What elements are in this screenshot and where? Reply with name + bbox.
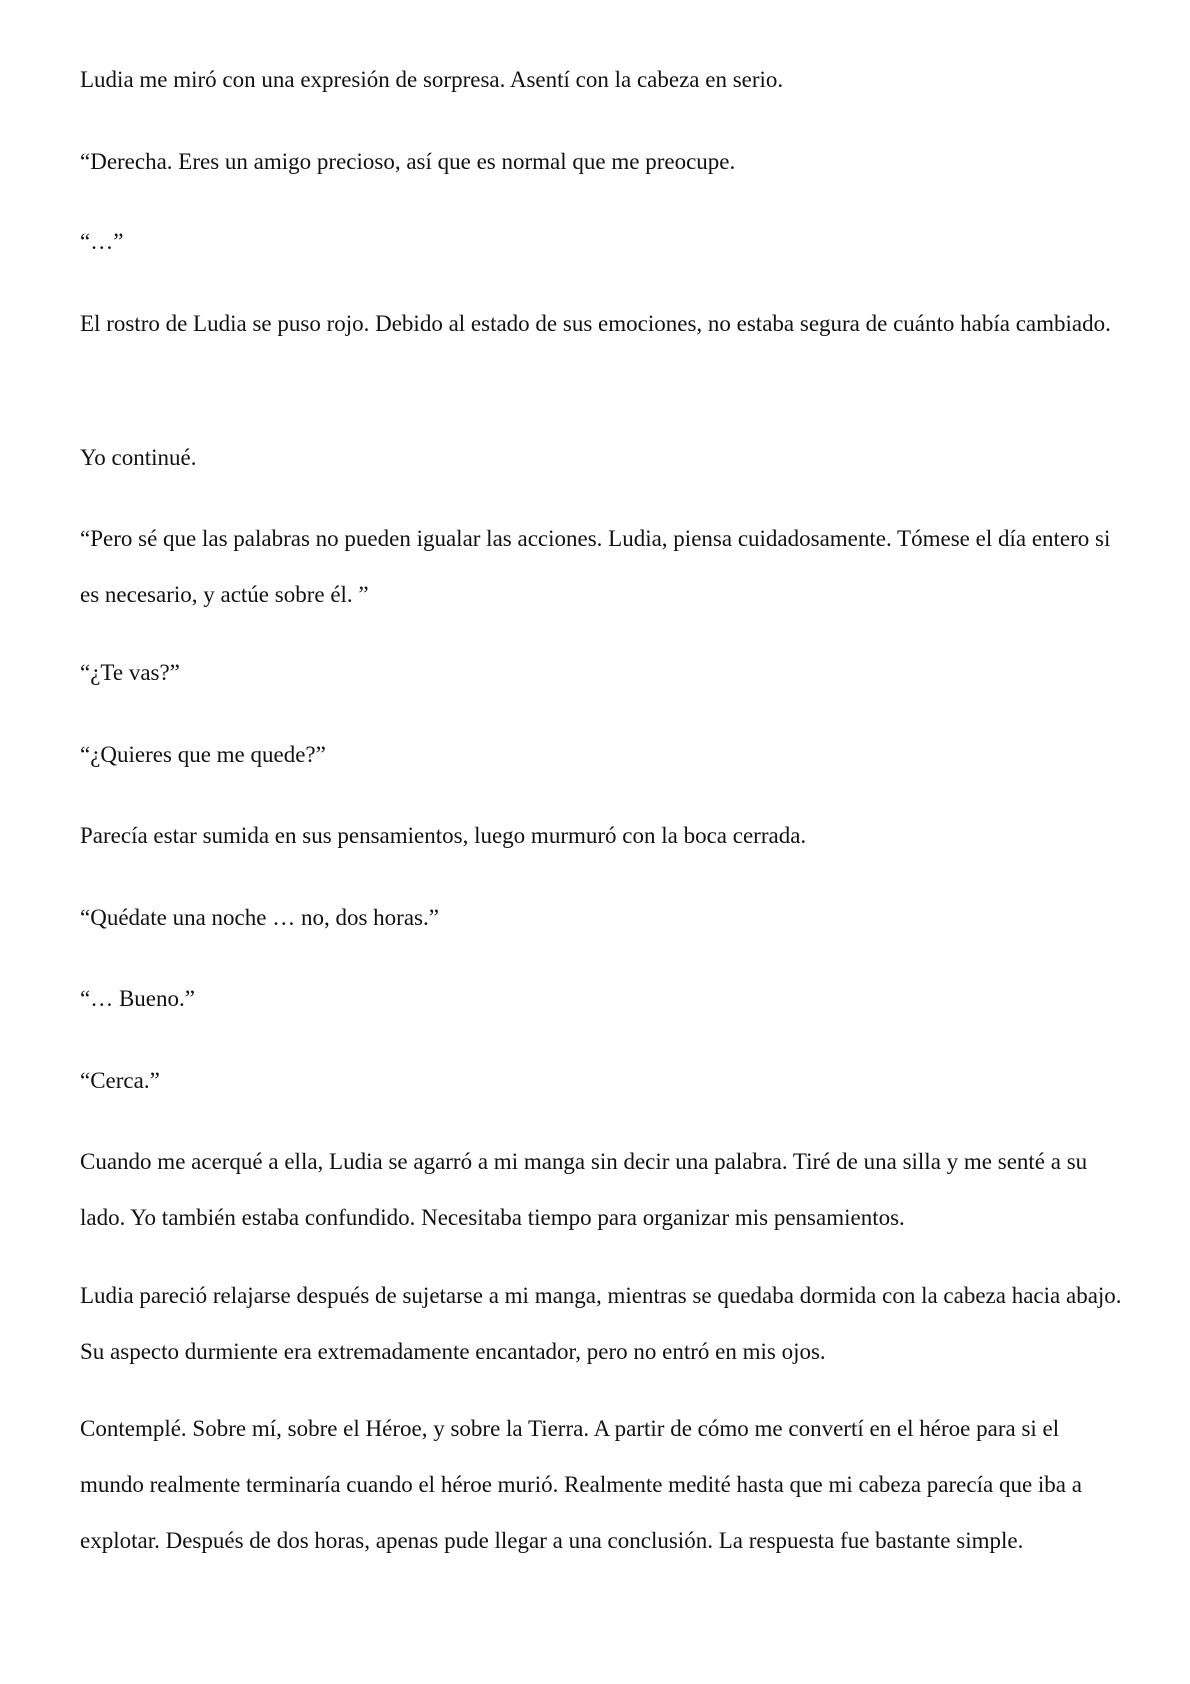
paragraph-15: Contemplé. Sobre mí, sobre el Héroe, y sobre la Tierra. A partir de cómo me convertí en el héroe para si el mundo realmente terminaría cuando el héroe murió. Realmente medité hasta que mi cabeza parecía que iba a explotar. Después de dos horas, apenas pude llegar a una conclusión. La respuesta fue bastante simple.: [80, 1416, 1082, 1553]
paragraph-9: Parecía estar sumida en sus pensamientos, luego murmuró con la boca cerrada.: [80, 823, 807, 848]
paragraph-13: Cuando me acerqué a ella, Ludia se agarró a mi manga sin decir una palabra. Tiré de una silla y me senté a su lado. Yo también estaba confundido. Necesitaba tiempo para organizar mis pensamientos.: [80, 1149, 1088, 1230]
paragraph-5: Yo continué.: [80, 445, 197, 470]
paragraph-3: “…”: [80, 229, 124, 254]
paragraph-8: “¿Quieres que me quede?”: [80, 742, 326, 767]
paragraph-14: Ludia pareció relajarse después de sujetarse a mi manga, mientras se quedaba dormida con la cabeza hacia abajo. Su aspecto durmiente era extremadamente encantador, pero no entró en mis ojos.: [80, 1283, 1122, 1364]
paragraph-1: Ludia me miró con una expresión de sorpresa. Asentí con la cabeza en serio.: [80, 67, 784, 92]
paragraph-7: “¿Te vas?”: [80, 660, 180, 685]
paragraph-10: “Quédate una noche … no, dos horas.”: [80, 905, 439, 930]
paragraph-2: “Derecha. Eres un amigo precioso, así que es normal que me preocupe.: [80, 149, 736, 174]
paragraph-4: El rostro de Ludia se puso rojo. Debido al estado de sus emociones, no estaba segura de cuánto había cambiado.: [80, 311, 1111, 336]
paragraph-12: “Cerca.”: [80, 1068, 160, 1093]
paragraph-6: “Pero sé que las palabras no pueden igualar las acciones. Ludia, piensa cuidadosamente. Tómese el día entero si es necesario, y actúe sobre él. ”: [80, 526, 1111, 607]
paragraph-11: “… Bueno.”: [80, 986, 195, 1011]
